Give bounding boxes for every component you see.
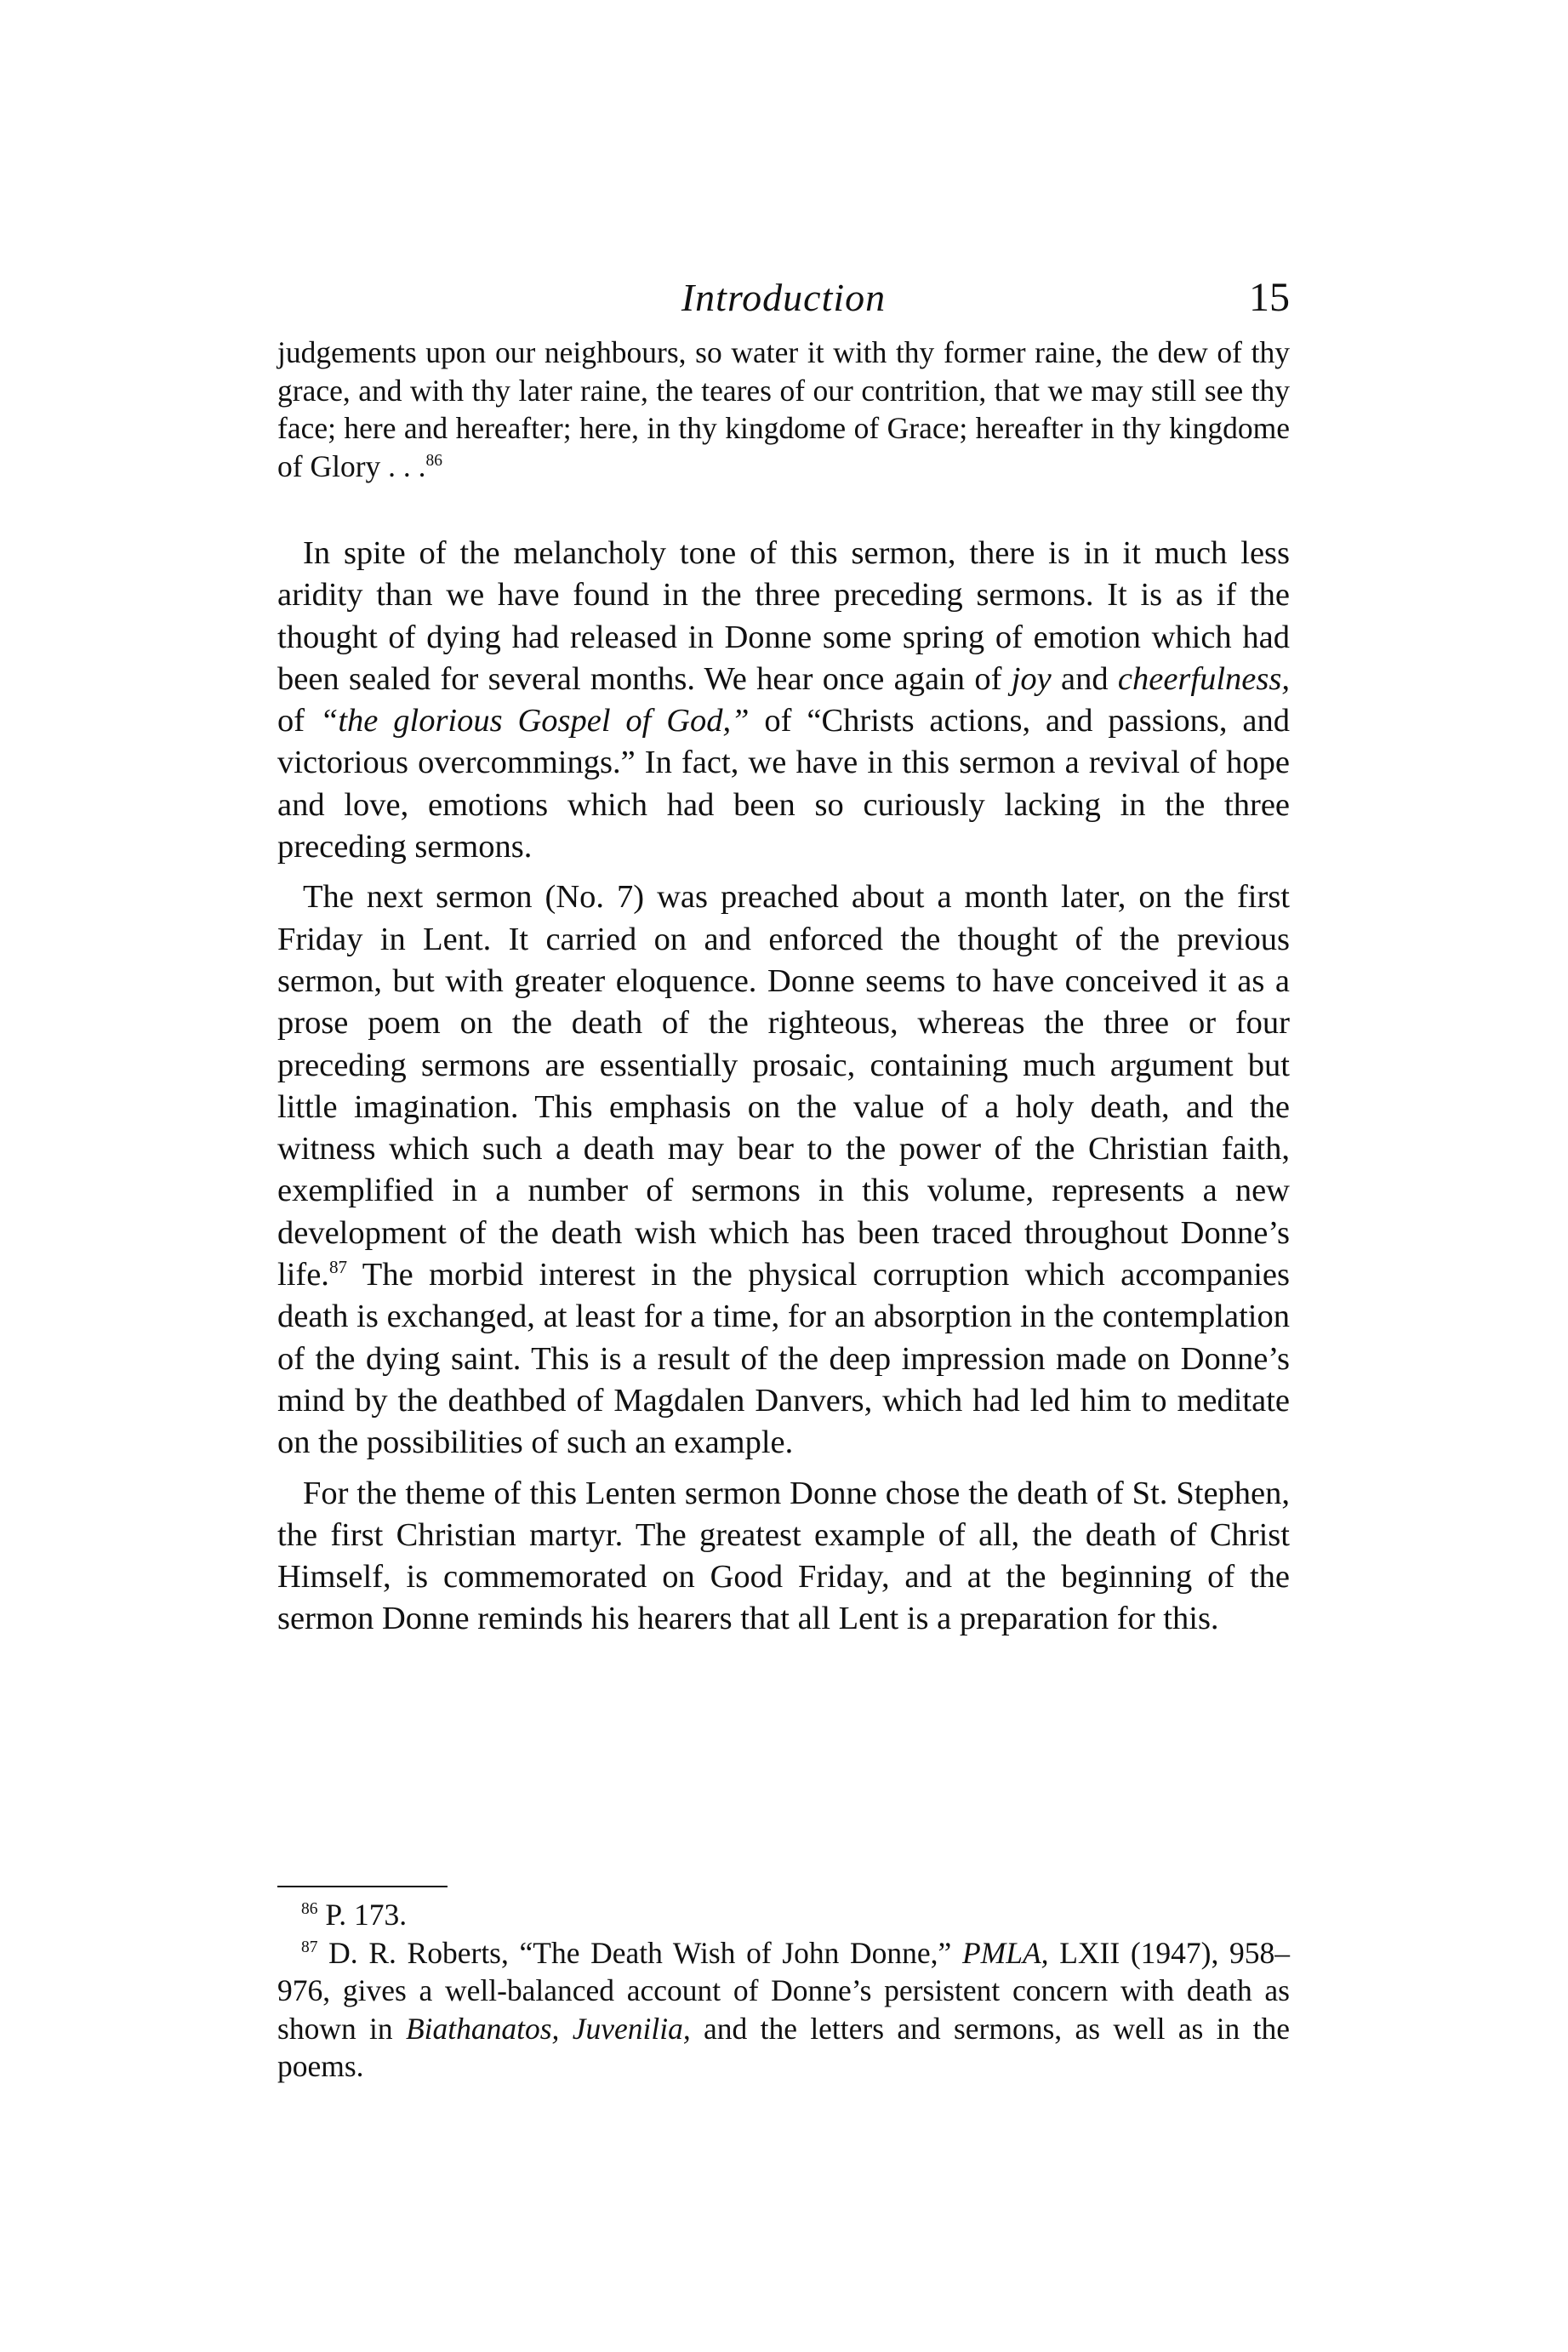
footnotes (277, 1886, 1290, 2086)
body-text (277, 533, 1290, 1641)
paragraph-3 (277, 1473, 1290, 1641)
paragraph-1-italic-joy: joy (1011, 660, 1052, 697)
block-quote (277, 334, 1290, 485)
footnote-86-text: P. 173. (317, 1898, 408, 1932)
footnote-87-text-a: D. R. Roberts, “The Death Wish of John Donne,” (317, 1935, 962, 1970)
paragraph-1-text-d: of “Christs actions, and passions, and victorious overcommings.” In fact, we have in this sermon a revival of hope and love, emotions which had been so curiously lacking in the three preceding sermons. (277, 703, 1290, 865)
paragraph-2-text-a: The next sermon (No. 7) was preached about a month later, on the first Friday in Lent. It carried on and enforced the thought of the previous sermon, but with greater eloquence. Donne seems to have conceived it as a prose poem on the death of the righteous, whereas the three or four preceding sermons are essentially prosaic, containing much argument but little imagination. This emphasis on the value of a holy death, and the witness which such a death may bear to the power of the Christian faith, exemplified in a number of sermons in this volume, represents a new development of the death wish which has been traced throughout Donne’s life. (277, 879, 1290, 1293)
footnote-87-italic-pmla: PMLA, (961, 1935, 1049, 1970)
quote-paragraph (277, 334, 1290, 485)
paragraph-1-text-a: In spite of the melancholy tone of this sermon, there is in it much less aridity than we have found in the three preceding sermons. It is as if the thought of dying had released in Donne some spring of emotion which had been sealed for several months. We hear once again of (277, 535, 1290, 697)
footnote-87-text-b: LXII (1947), 958–976, gives a well-balanced account of Donne’s persistent concern with death as shown in (277, 1935, 1291, 2046)
paragraph-2 (277, 876, 1290, 1464)
paragraph-3-text: For the theme of this Lenten sermon Donne chose the death of St. Stephen, the first Christian martyr. The greatest example of all, the death of Christ Himself, is commemorated on Good Friday, and at the beginning of the sermon Donne reminds his hearers that all Lent is a preparation for this. (277, 1475, 1290, 1637)
footnote-ref-86: 86 (425, 451, 443, 470)
quote-text: judgements upon our neighbours, so water it with thy former raine, the dew of thy grace, and with thy later raine, the teares of our contrition, that we may still see thy face; here and hereafter; here, in thy kingdome of Grace; hereafter in thy kingdome of Glory . . . (277, 335, 1290, 483)
paragraph-1-italic-cheerfulness: cheerfulness, (1117, 660, 1290, 697)
footnote-divider (277, 1886, 448, 1887)
page-number: 15 (1249, 275, 1290, 320)
running-head: Introduction (681, 276, 887, 319)
footnote-86 (277, 1896, 1290, 1934)
paragraph-2-text-b: The morbid interest in the physical corruption which accompanies death is exchanged, at least for a time, for an absorption in the contemplation of the dying saint. This is a result of the deep impression made on Donne’s mind by the deathbed of Magdalen Danvers, which had led him to meditate on the possibilities of such an example. (277, 1257, 1290, 1461)
paragraph-1 (277, 533, 1290, 868)
paragraph-1-italic-gospel: “the glorious Gospel of God,” (319, 703, 750, 739)
footnote-87 (277, 1934, 1290, 2086)
footnote-87-number: 87 (301, 1938, 318, 1956)
paragraph-1-text-c: of (277, 703, 320, 739)
footnote-87-text-c: and the letters and sermons, as well as in the poems. (277, 2011, 1290, 2083)
footnote-87-italic-titles: Biathanatos, Juvenilia, (405, 2011, 691, 2046)
footnote-ref-87: 87 (328, 1257, 348, 1278)
footnote-86-number: 86 (301, 1900, 318, 1919)
page-header (277, 271, 1290, 325)
paragraph-1-text-b: and (1051, 660, 1118, 697)
